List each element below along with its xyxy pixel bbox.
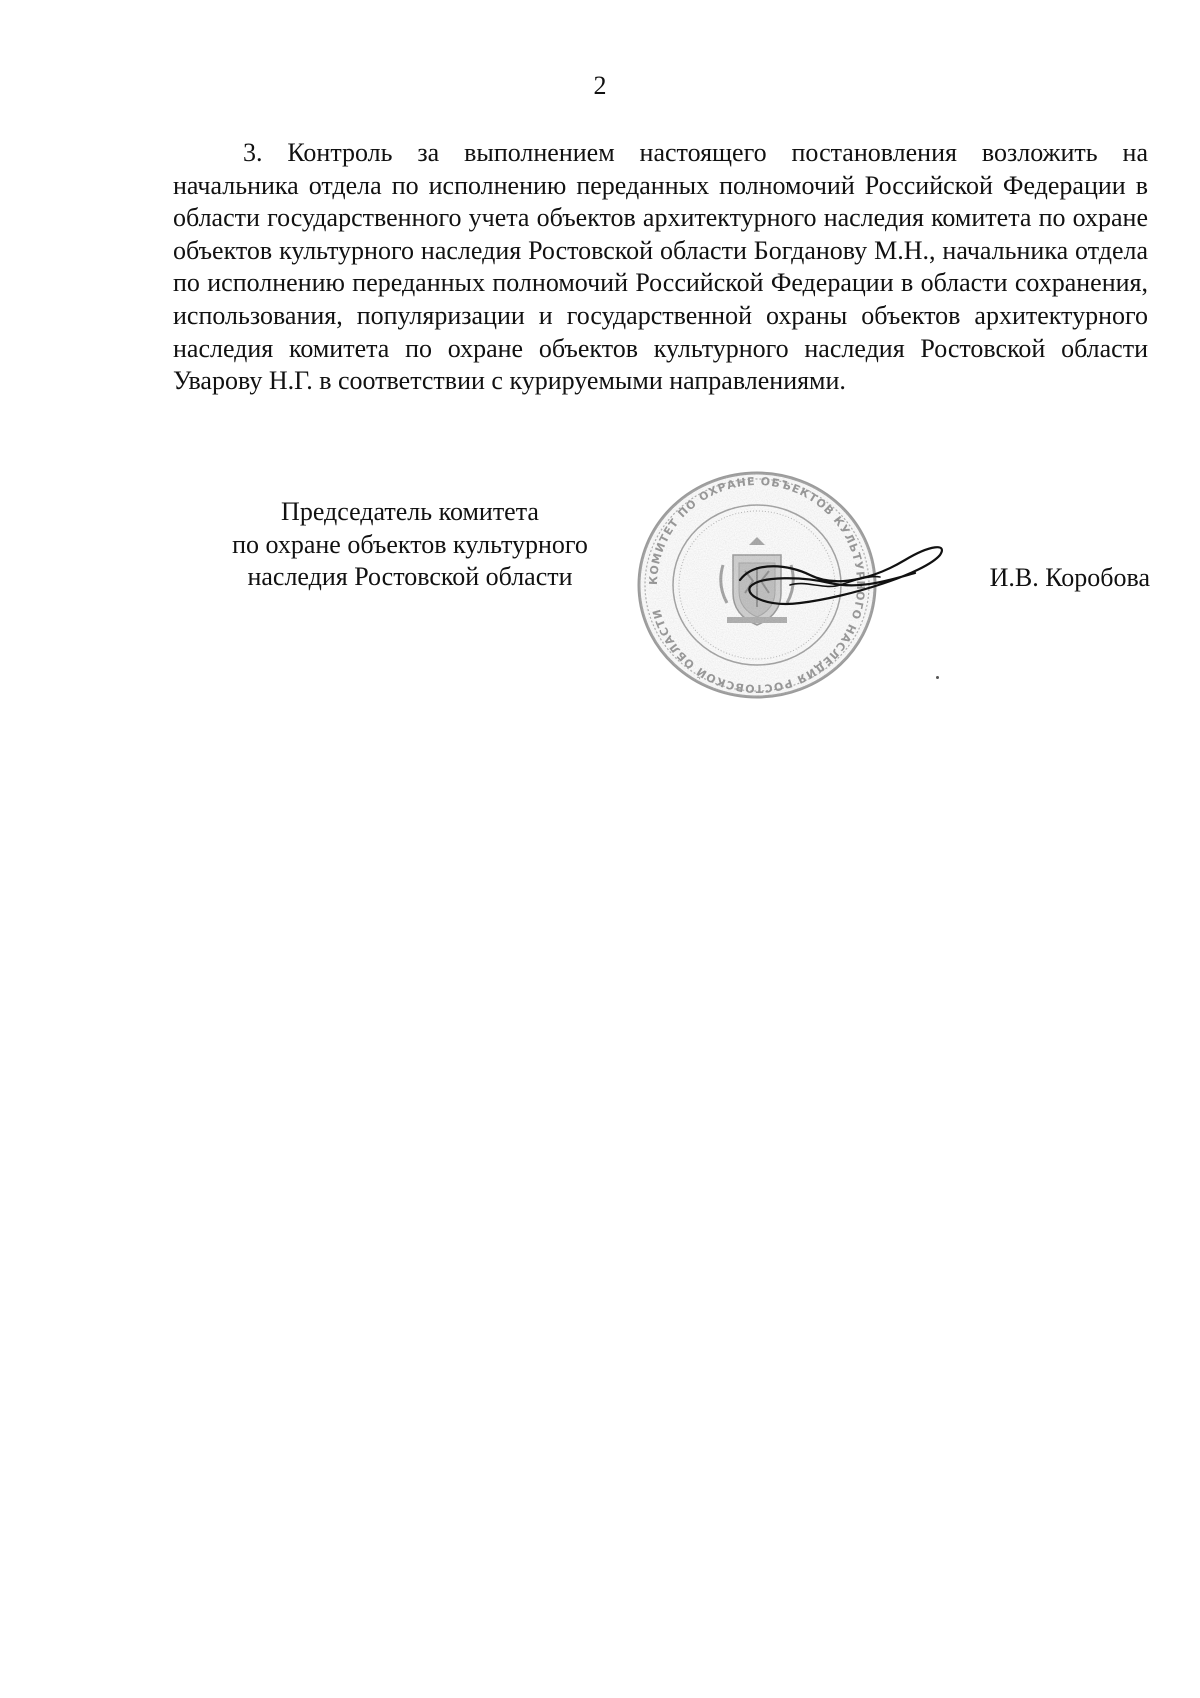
signature-title-line-2: по охране объектов культурного — [232, 529, 588, 559]
page-number: 2 — [593, 71, 607, 100]
signature-title — [180, 496, 640, 594]
signature-title-line-3: наследия Ростовской области — [247, 562, 573, 591]
body-paragraph: 3. Контроль за выполнением настоящего постановления возложить на начальника отдела по исполнению переданных полномочий Российской Федерации в области государственного учета объектов архитектурного наследия комитета по охране объектов культурного наследия Ростовской области Богданову М.Н., начальника отдела по исполнению переданных полномочий Российской Федерации в области сохранения, использования, популяризации и государственной охраны объектов архитектурного наследия комитета по охране объектов культурного наследия Ростовской области Уварову Н.Г. в соответствии с курируемыми направлениями. — [173, 138, 1148, 396]
signature-title-line-1: Председатель комитета — [281, 497, 539, 526]
signer-name: И.В. Коробова — [989, 563, 1150, 592]
stray-mark — [936, 676, 939, 679]
